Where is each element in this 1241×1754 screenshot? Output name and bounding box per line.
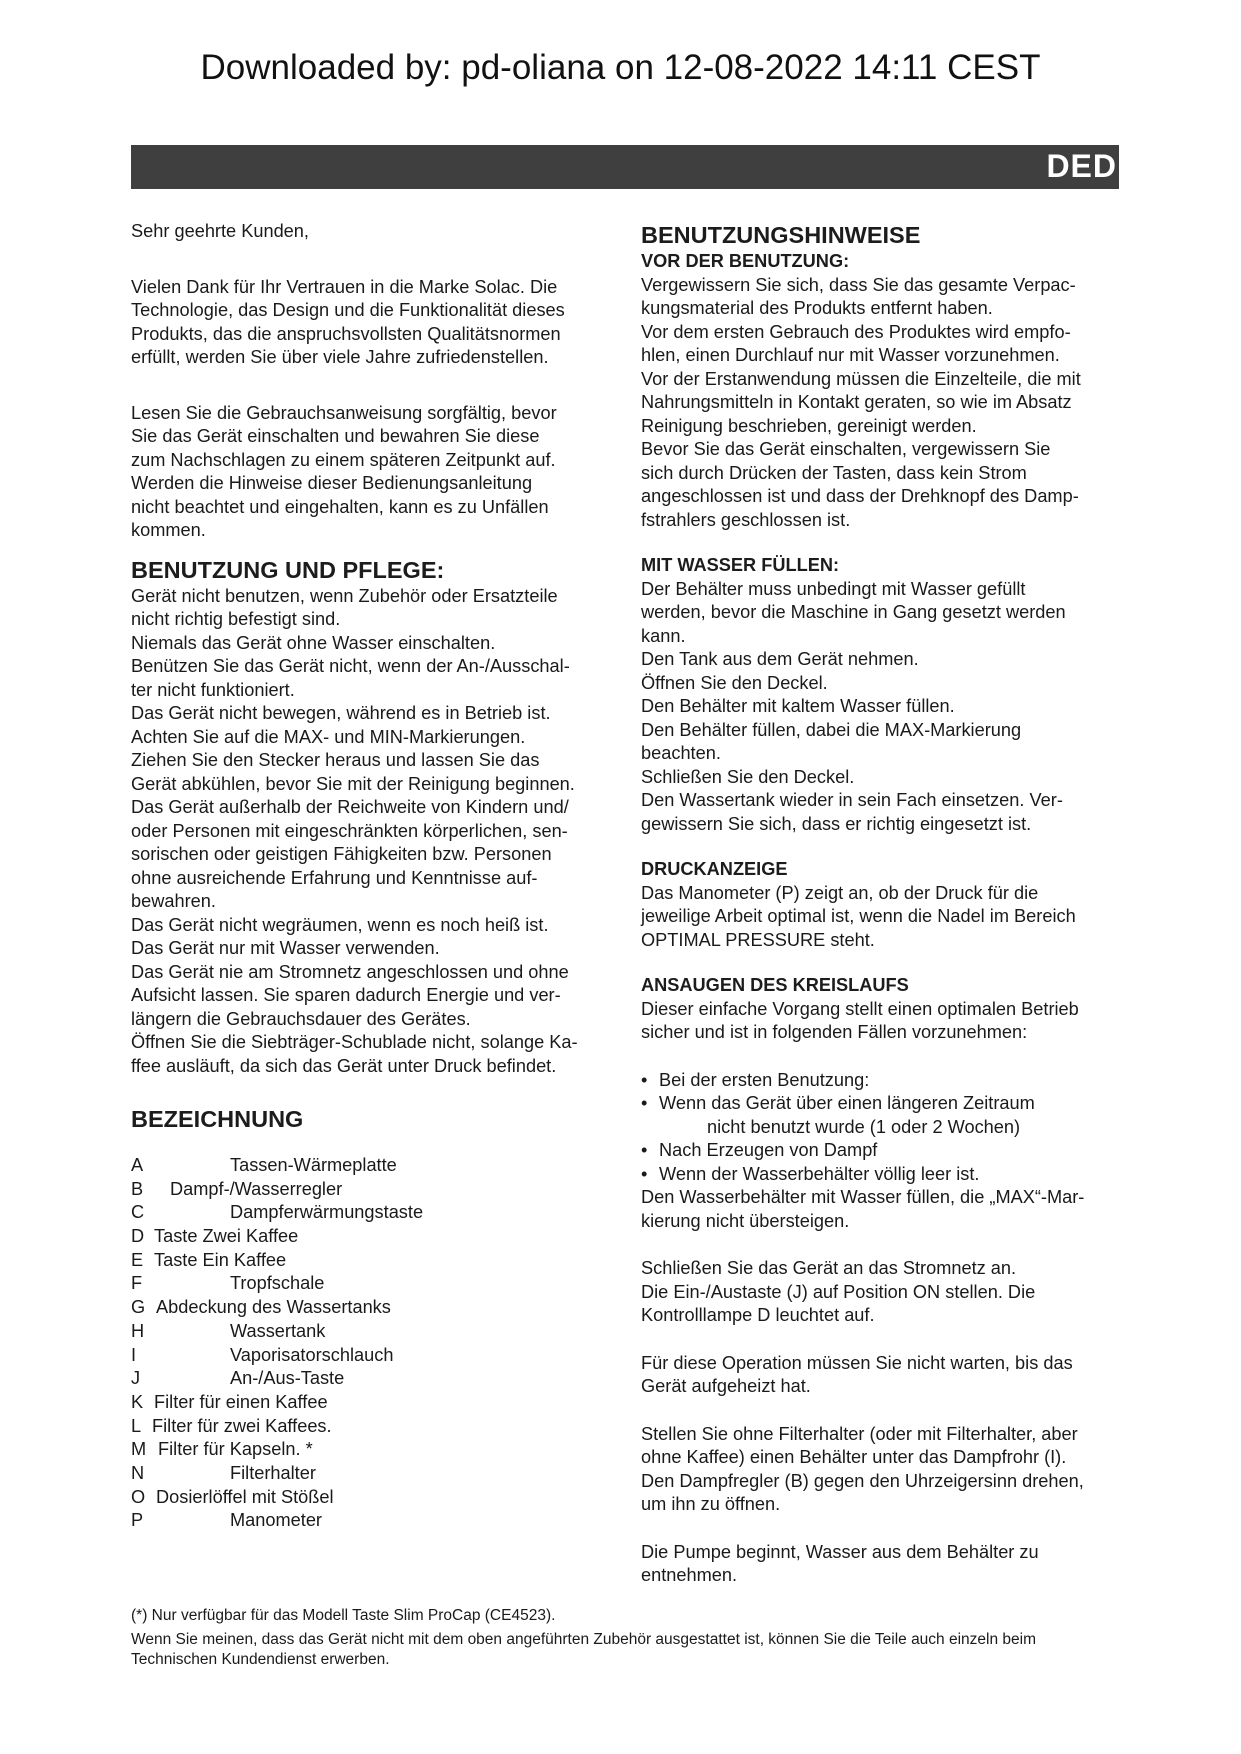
text-line: Werden die Hinweise dieser Bedienungsanleitung — [131, 473, 533, 493]
legend-key: B — [131, 1178, 144, 1199]
text-line: Das Gerät außerhalb der Reichweite von Kindern und/ — [131, 797, 569, 817]
list-item: • Nach Erzeugen von Dampf — [641, 1139, 1119, 1163]
legend-item — [131, 1272, 611, 1296]
priming-steam-paragraph — [641, 1423, 1119, 1517]
priming-fill-paragraph — [641, 1186, 1119, 1233]
legend-key: I — [131, 1344, 137, 1365]
legend-label: Filter für einen Kaffee — [154, 1391, 328, 1412]
text-line: Den Behälter füllen, dabei die MAX-Markierung — [641, 719, 1022, 740]
header-band — [131, 145, 1119, 189]
download-notice: Downloaded by: pd-oliana on 12-08-2022 14:11 CEST — [200, 48, 1041, 87]
text-line: nicht richtig befestigt sind. — [131, 609, 341, 629]
legend-key: M — [131, 1439, 147, 1460]
text-line: Vergewissern Sie sich, dass Sie das gesamte Verpac- — [641, 274, 1076, 295]
text-line: Für diese Operation müssen Sie nicht warten, bis das — [641, 1352, 1073, 1373]
text-line: Öffnen Sie den Deckel. — [641, 672, 828, 693]
text-line: • Wenn das Gerät über einen längeren Zeitraum — [659, 1093, 1035, 1113]
care-heading: BENUTZUNG UND PFLEGE: — [131, 556, 445, 583]
text-line: Öffnen Sie die Siebträger-Schublade nicht, solange Ka- — [131, 1032, 578, 1052]
text-line: oder Personen mit eingeschränkten körperlichen, sen- — [131, 820, 568, 841]
legend-label: Wassertank — [230, 1320, 326, 1341]
priming-intro — [641, 998, 1119, 1045]
legend-key: A — [131, 1155, 144, 1175]
text-line: ter nicht funktioniert. — [131, 679, 295, 700]
care-paragraph — [131, 585, 611, 1079]
text-line: ohne ausreichende Erfahrung und Kenntnisse auf- — [131, 867, 538, 888]
legend-label: Abdeckung des Wassertanks — [156, 1297, 391, 1318]
text-line: Reinigung beschrieben, gereinigt werden. — [641, 415, 977, 436]
text-line: Das Gerät nur mit Wasser verwenden. — [131, 938, 440, 958]
list-item — [641, 1092, 1119, 1139]
legend-item — [131, 1320, 611, 1344]
text-line: Achten Sie auf die MAX- und MIN-Markierungen. — [131, 726, 526, 747]
parts-legend — [131, 1154, 611, 1533]
legend-label: Manometer — [230, 1510, 322, 1531]
text-line: kommen. — [131, 520, 206, 540]
legend-item — [131, 1391, 611, 1415]
legend-item — [131, 1201, 611, 1225]
text-line: Schließen Sie den Deckel. — [641, 766, 855, 787]
legend-key: O — [131, 1486, 146, 1507]
legend-key: P — [131, 1510, 144, 1531]
legend-item — [131, 1462, 611, 1486]
text-line: hlen, einen Durchlauf nur mit Wasser vorzunehmen. — [641, 345, 1060, 365]
priming-wait-paragraph — [641, 1352, 1119, 1399]
legend-key: K — [131, 1391, 144, 1412]
legend-item — [131, 1249, 611, 1273]
text-line: Gerät abkühlen, bevor Sie mit der Reinigung beginnen. — [131, 773, 575, 794]
language-code: DED — [1046, 148, 1117, 184]
usage-heading: BENUTZUNGSHINWEISE — [641, 222, 921, 248]
legend-label: Filter für zwei Kaffees. — [152, 1415, 332, 1436]
before-use-paragraph — [641, 274, 1119, 533]
text-line: längern die Gebrauchsdauer des Gerätes. — [131, 1008, 471, 1029]
read-notice-paragraph — [131, 402, 611, 543]
text-line: Die Pumpe beginnt, Wasser aus dem Behälter zu — [641, 1541, 1039, 1562]
legend-item — [131, 1154, 611, 1178]
text-line: ffee ausläuft, da sich das Gerät unter Druck befindet. — [131, 1055, 557, 1076]
priming-cases-list — [641, 1069, 1119, 1187]
legend-item — [131, 1486, 611, 1510]
text-line: Stellen Sie ohne Filterhalter (oder mit Filterhalter, aber — [641, 1423, 1078, 1444]
fill-water-paragraph — [641, 578, 1119, 837]
intro-paragraph — [131, 276, 611, 370]
legend-key: J — [131, 1368, 141, 1389]
text-line: sorischen oder geistigen Fähigkeiten bzw. Personen — [131, 844, 552, 864]
accessory-note-line: Wenn Sie meinen, dass das Gerät nicht mit dem oben angeführten Zubehör ausgestattet ist, können Sie die Teile auch einzeln beim — [131, 1631, 1037, 1648]
right-column — [641, 220, 1119, 1588]
text-line: Die Ein-/Austaste (J) auf Position ON stellen. Die — [641, 1281, 1036, 1302]
legend-label: Tropfschale — [230, 1273, 325, 1294]
text-line: Den Wasserbehälter mit Wasser füllen, die „MAX“-Mar- — [641, 1187, 1085, 1207]
before-use-heading: VOR DER BENUTZUNG: — [641, 251, 850, 271]
text-line: werden, bevor die Maschine in Gang gesetzt werden — [641, 602, 1066, 622]
legend-label: Filterhalter — [230, 1462, 316, 1483]
greeting: Sehr geehrte Kunden, — [131, 221, 309, 241]
text-line: Den Wassertank wieder in sein Fach einsetzen. Ver- — [641, 790, 1063, 810]
text-line: Dieser einfache Vorgang stellt einen optimalen Betrieb — [641, 998, 1079, 1019]
footer-notes — [131, 1606, 1121, 1670]
legend-item — [131, 1296, 611, 1320]
legend-label: Taste Zwei Kaffee — [154, 1226, 299, 1247]
text-line: Den Behälter mit kaltem Wasser füllen. — [641, 696, 955, 716]
text-line: entnehmen. — [641, 1565, 738, 1585]
text-line: Den Dampfregler (B) gegen den Uhrzeigersinn drehen, — [641, 1470, 1084, 1491]
text-line: fstrahlers geschlossen ist. — [641, 509, 851, 530]
list-item: • Bei der ersten Benutzung: — [641, 1069, 1119, 1093]
text-line: Benützen Sie das Gerät nicht, wenn der An-/Ausschal- — [131, 656, 570, 676]
legend-item — [131, 1415, 611, 1439]
text-line: sich durch Drücken der Tasten, dass kein Strom — [641, 462, 1027, 483]
legend-label: An-/Aus-Taste — [230, 1368, 345, 1389]
text-line: ohne Kaffee) einen Behälter unter das Dampfrohr (I). — [641, 1447, 1067, 1467]
legend-heading: BEZEICHNUNG — [131, 1106, 304, 1132]
availability-note: (*) Nur verfügbar für das Modell Taste Slim ProCap (CE4523). — [131, 1607, 556, 1624]
priming-connect-paragraph — [641, 1257, 1119, 1328]
text-line: Ziehen Sie den Stecker heraus und lassen Sie das — [131, 750, 540, 770]
text-line: zum Nachschlagen zu einem späteren Zeitpunkt auf. — [131, 449, 556, 470]
text-line: Das Manometer (P) zeigt an, ob der Druck für die — [641, 882, 1039, 903]
text-line: Das Gerät nicht wegräumen, wenn es noch heiß ist. — [131, 914, 549, 935]
text-line: Das Gerät nicht bewegen, während es in Betrieb ist. — [131, 703, 551, 723]
text-line: gewissern Sie sich, dass er richtig eingesetzt ist. — [641, 813, 1032, 834]
pressure-heading: DRUCKANZEIGE — [641, 859, 788, 879]
text-line: bewahren. — [131, 891, 216, 911]
text-line: sicher und ist in folgenden Fällen vorzunehmen: — [641, 1022, 1028, 1042]
legend-key: N — [131, 1462, 145, 1483]
legend-label: Tassen-Wärmeplatte — [230, 1155, 397, 1175]
text-line: Kontrolllampe D leuchtet auf. — [641, 1305, 875, 1325]
legend-key: G — [131, 1297, 146, 1318]
legend-item — [131, 1438, 611, 1462]
text-line: Vielen Dank für Ihr Vertrauen in die Marke Solac. Die — [131, 276, 558, 297]
list-item: • Wenn der Wasserbehälter völlig leer ist. — [641, 1163, 1119, 1187]
text-line: Technologie, das Design und die Funktionalität dieses — [131, 300, 565, 320]
text-line: OPTIMAL PRESSURE steht. — [641, 929, 875, 950]
text-line: Bevor Sie das Gerät einschalten, vergewissern Sie — [641, 439, 1051, 459]
accessory-note-line: Technischen Kundendienst erwerben. — [131, 1651, 390, 1668]
legend-label: Dampf-/Wasserregler — [170, 1178, 343, 1199]
legend-label: Taste Ein Kaffee — [154, 1249, 287, 1270]
legend-item — [131, 1225, 611, 1249]
fill-water-heading: MIT WASSER FÜLLEN: — [641, 555, 840, 575]
text-line: Nahrungsmitteln in Kontakt geraten, so wie im Absatz — [641, 392, 1072, 412]
text-line: Vor dem ersten Gebrauch des Produktes wird empfo- — [641, 321, 1071, 342]
text-line: Das Gerät nie am Stromnetz angeschlossen und ohne — [131, 961, 569, 982]
left-column — [131, 220, 611, 1533]
legend-key: C — [131, 1202, 145, 1223]
priming-heading: ANSAUGEN DES KREISLAUFS — [641, 975, 909, 995]
legend-key: F — [131, 1273, 143, 1294]
text-line: um ihn zu öffnen. — [641, 1494, 781, 1514]
text-line: beachten. — [641, 743, 721, 763]
legend-key: L — [131, 1415, 142, 1436]
text-line: angeschlossen ist und dass der Drehknopf des Damp- — [641, 486, 1079, 506]
legend-key: H — [131, 1320, 145, 1341]
text-line: Der Behälter muss unbedingt mit Wasser gefüllt — [641, 578, 1026, 599]
text-line: Gerät nicht benutzen, wenn Zubehör oder Ersatzteile — [131, 585, 558, 606]
text-line: Lesen Sie die Gebrauchsanweisung sorgfältig, bevor — [131, 402, 557, 423]
text-line: Sie das Gerät einschalten und bewahren Sie diese — [131, 426, 540, 446]
text-line: kierung nicht übersteigen. — [641, 1210, 850, 1231]
text-line: Gerät aufgeheizt hat. — [641, 1376, 811, 1396]
text-line: nicht beachtet und eingehalten, kann es zu Unfällen — [131, 496, 549, 517]
text-line: Niemals das Gerät ohne Wasser einschalten. — [131, 632, 496, 653]
text-line: Produkts, das die anspruchsvollsten Qualitätsnormen — [131, 323, 561, 344]
legend-item — [131, 1344, 611, 1368]
legend-label: Dosierlöffel mit Stößel — [156, 1486, 334, 1507]
text-line: kann. — [641, 625, 686, 646]
priming-pump-paragraph — [641, 1541, 1119, 1588]
legend-label: Vaporisatorschlauch — [230, 1344, 394, 1365]
legend-item — [131, 1178, 611, 1202]
text-line: jeweilige Arbeit optimal ist, wenn die Nadel im Bereich — [641, 906, 1076, 926]
pressure-paragraph — [641, 882, 1119, 953]
text-line: kungsmaterial des Produkts entfernt haben. — [641, 298, 993, 318]
legend-key: D — [131, 1226, 145, 1247]
text-line: Schließen Sie das Gerät an das Stromnetz an. — [641, 1258, 1017, 1278]
legend-label: Dampferwärmungstaste — [230, 1202, 424, 1223]
legend-key: E — [131, 1249, 144, 1270]
legend-item — [131, 1367, 611, 1391]
text-line: Vor der Erstanwendung müssen die Einzelteile, die mit — [641, 368, 1081, 389]
text-line: Den Tank aus dem Gerät nehmen. — [641, 649, 919, 669]
legend-item — [131, 1509, 611, 1533]
text-line: nicht benutzt wurde (1 oder 2 Wochen) — [707, 1116, 1021, 1137]
text-line: erfüllt, werden Sie über viele Jahre zufriedenstellen. — [131, 347, 549, 367]
text-line: Aufsicht lassen. Sie sparen dadurch Energie und ver- — [131, 985, 561, 1005]
legend-label: Filter für Kapseln. * — [158, 1439, 313, 1460]
